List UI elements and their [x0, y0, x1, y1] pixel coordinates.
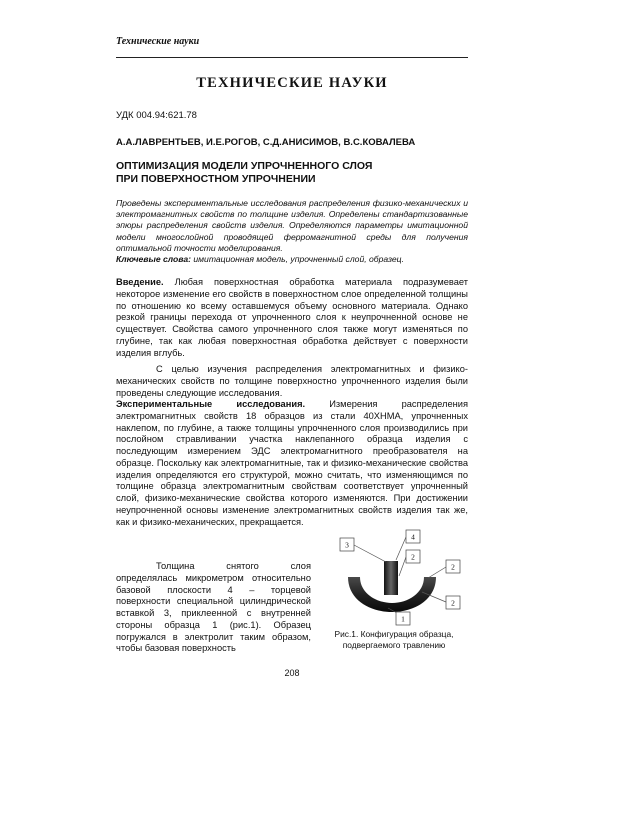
keywords-text: имитационная модель, упрочненный слой, образец.	[191, 254, 404, 264]
label-3: 3	[345, 540, 349, 550]
cylindrical-insert	[384, 561, 398, 595]
label-2-right: 2	[451, 562, 455, 572]
keywords-label: Ключевые слова:	[116, 254, 191, 264]
intro-label: Введение.	[116, 277, 164, 287]
label-1: 1	[401, 614, 405, 624]
purpose-text: С целью изучения распределения электромагнитных и физико-механических свойств по толщине поверхностно упрочненного изделия были проведены следующие исследования.	[116, 364, 468, 398]
keywords	[116, 254, 468, 265]
intro-text: Любая поверхностная обработка материала подразумевает некоторое изменение его свойств в поверхностном слое определенной толщины по отношению ко всему оставшемуся объему основного материала. Однако резкой границы перехода от упрочненного слоя к неупрочненной основе не существует. Свойства самого упрочненного слоя также могут изменяться по глубине, так как любая поверхностная обработка действует с поверхности изделия вглубь.	[116, 277, 468, 358]
experiment-text: Измерения распределения электромагнитных свойств 18 образцов из стали 40ХНМА, упрочненных наклепом, по глубине, а также толщины упрочненного слоя производились при послойном стравливании участка наклепанного образца изделия с последующим измерением ЭДС электромагнитного преобразователя на образце. Поскольку как электромагнитные, так и физико-механические свойства изделия определяются его структурой, можно считать, что изменяющимся по толщине образца электромагнитным свойствам соответствует упрочненный слой, физико-механические свойства которого изменяются. При достижении неупрочненной основы изменение электромагнитных свойств изделия так же, как и физико-механических, прекращается.	[116, 399, 468, 527]
udk-code: УДК 004.94:621.78	[116, 110, 197, 121]
authors: А.А.ЛАВРЕНТЬЕВ, И.Е.РОГОВ, С.Д.АНИСИМОВ, В.С.КОВАЛЕВА	[116, 137, 416, 148]
section-title: ТЕХНИЧЕСКИЕ НАУКИ	[196, 75, 388, 91]
purpose-paragraph	[116, 364, 468, 399]
sample-figure	[318, 520, 470, 628]
running-header: Технические науки	[116, 36, 200, 47]
abstract: Проведены экспериментальные исследования распределения физико-механических и электромагнитных свойств по толщине изделия. Определены стандартизованные эпюры распределения свойств изделия. Определяются параметры имитационной модели многослойной проводящей ферромагнитной среды для получения оптимальной точности моделирования.	[116, 198, 468, 253]
experiment-label: Экспериментальные исследования.	[116, 399, 306, 409]
header-divider	[116, 57, 468, 58]
label-2-top: 2	[411, 552, 415, 562]
label-2-bottom: 2	[451, 598, 455, 608]
title-line-2: ПРИ ПОВЕРХНОСТНОМ УПРОЧНЕНИИ	[116, 173, 316, 185]
intro-paragraph	[116, 277, 468, 359]
paper-title	[116, 160, 372, 186]
label-4: 4	[411, 532, 415, 542]
measurement-text: Толщина снятого слоя определялась микрометром относительно базовой плоскости 4 – торцевой поверхности специальной цилиндрической вставкой 3, приклеенной с внутренней стороны образца 1 (рис.1). Образец погружался в электролит таким образом, чтобы базовая поверхность	[116, 561, 311, 654]
experiment-paragraph	[116, 399, 468, 528]
figure-caption: Рис.1. Конфигурация образца, подвергаемого травлению	[334, 629, 454, 650]
page-number: 208	[284, 668, 300, 678]
measurement-paragraph	[116, 561, 311, 655]
title-line-1: ОПТИМИЗАЦИЯ МОДЕЛИ УПРОЧНЕННОГО СЛОЯ	[116, 160, 373, 172]
